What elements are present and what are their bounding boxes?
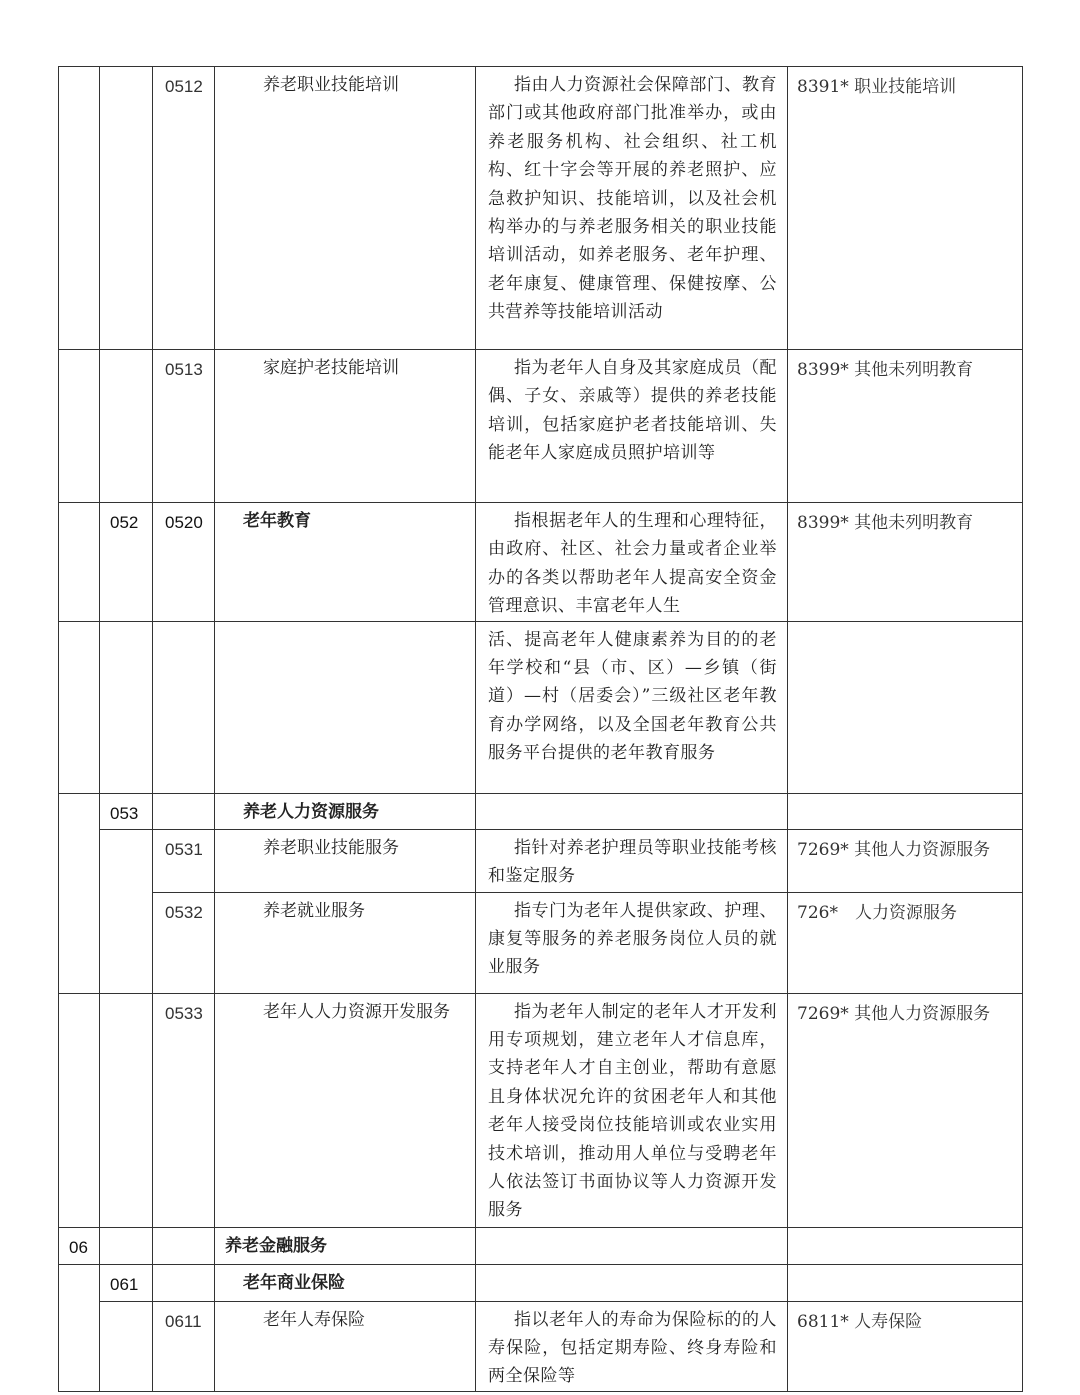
- table-row: [59, 67, 1023, 350]
- category-name-text: 养老就业服务: [263, 900, 365, 921]
- level3-code: 0533: [153, 993, 215, 1227]
- industry-code: 726* 人力资源服务: [788, 892, 1023, 993]
- level3-code: 0531: [153, 829, 215, 892]
- industry-code: [788, 1227, 1023, 1264]
- level2-code: [100, 1227, 153, 1264]
- category-name: [215, 1264, 476, 1301]
- table-row: [59, 621, 1023, 793]
- level2-code: [100, 829, 153, 993]
- category-name: [215, 793, 476, 829]
- level3-code: [153, 621, 215, 793]
- table-row: [59, 993, 1023, 1227]
- category-description: [476, 350, 788, 503]
- description-text: 指为老年人自身及其家庭成员（配偶、子女、亲戚等）提供的养老技能培训，包括家庭护老者技能培训、失能老年人家庭成员照护培训等: [488, 358, 777, 464]
- table-row: [59, 793, 1023, 829]
- category-name: [215, 993, 476, 1227]
- level3-code: [153, 1264, 215, 1301]
- level1-code: [59, 793, 100, 993]
- category-description: [476, 1227, 788, 1264]
- level3-code: 0513: [153, 350, 215, 503]
- level1-code: 06: [59, 1227, 100, 1264]
- category-name: [215, 621, 476, 793]
- level1-code: [59, 621, 100, 793]
- category-description: [476, 892, 788, 993]
- level3-code: 0611: [153, 1301, 215, 1391]
- industry-code: [788, 1264, 1023, 1301]
- description-text: 指针对养老护理员等职业技能考核和鉴定服务: [488, 837, 777, 887]
- table-row: [59, 350, 1023, 503]
- industry-code: 8399* 其他未列明教育: [788, 350, 1023, 503]
- industry-code: [788, 621, 1023, 793]
- level1-code: [59, 67, 100, 350]
- description-text: 指为老年人制定的老年人才开发利用专项规划，建立老年人才信息库，支持老年人才自主创业，帮助有意愿且身体状况允许的贫困老年人和其他老年人接受岗位技能培训或农业实用技术培训，推动用人单位与受聘老年人依法签订书面协议等人力资源开发服务: [488, 1001, 777, 1221]
- description-text: 活、提高老年人健康素养为目的的老年学校和“县（市、区）—乡镇（街道）—村（居委会）”三级社区老年教育办学网络，以及全国老年教育公共服务平台提供的老年教育服务: [488, 629, 777, 764]
- category-name-text: 家庭护老技能培训: [263, 358, 399, 378]
- level2-code: 052: [100, 503, 153, 622]
- table-row: [59, 1264, 1023, 1301]
- description-text: 指专门为老年人提供家政、护理、康复等服务的养老服务岗位人员的就业服务: [488, 900, 777, 978]
- category-description: [476, 829, 788, 892]
- level2-code: [100, 350, 153, 503]
- category-name-text: 养老金融服务: [225, 1235, 327, 1256]
- table-row: [59, 892, 1023, 993]
- industry-code: [788, 793, 1023, 829]
- category-description: [476, 793, 788, 829]
- category-name-text: 养老职业技能服务: [263, 837, 399, 858]
- category-name: [215, 892, 476, 993]
- category-name: [215, 67, 476, 350]
- category-name: [215, 1227, 476, 1264]
- category-description: [476, 1264, 788, 1301]
- description-text: 指以老年人的寿命为保险标的的人寿保险，包括定期寿险、终身寿险和两全保险等: [488, 1309, 777, 1387]
- category-description: [476, 621, 788, 793]
- level2-code: 053: [100, 793, 153, 829]
- level1-code: [59, 350, 100, 503]
- category-name-text: 养老职业技能培训: [263, 75, 399, 95]
- industry-code: 8399* 其他未列明教育: [788, 503, 1023, 622]
- category-name: [215, 1301, 476, 1391]
- category-name-text: 老年人人力资源开发服务: [263, 1001, 450, 1022]
- table-row: [59, 829, 1023, 892]
- level1-code: [59, 993, 100, 1227]
- classification-table: [58, 66, 1023, 1392]
- category-description: [476, 67, 788, 350]
- table-row: [59, 503, 1023, 622]
- category-description: [476, 503, 788, 622]
- description-text: 指根据老年人的生理和心理特征，由政府、社区、社会力量或者企业举办的各类以帮助老年人提高安全资金管理意识、丰富老年人生: [488, 511, 777, 617]
- level2-code: [100, 67, 153, 350]
- category-name-text: 养老人力资源服务: [243, 801, 379, 822]
- category-name-text: 老年商业保险: [243, 1272, 345, 1293]
- level3-code: [153, 1227, 215, 1264]
- level3-code: 0520: [153, 503, 215, 622]
- category-name: [215, 829, 476, 892]
- category-name-text: 老年教育: [243, 511, 311, 531]
- level2-code: [100, 1301, 153, 1391]
- category-description: [476, 993, 788, 1227]
- table-row: [59, 1227, 1023, 1264]
- category-name: [215, 350, 476, 503]
- level3-code: 0532: [153, 892, 215, 993]
- level1-code: [59, 503, 100, 622]
- category-name: [215, 503, 476, 622]
- industry-code: 8391* 职业技能培训: [788, 67, 1023, 350]
- level2-code: [100, 993, 153, 1227]
- level2-code: [100, 621, 153, 793]
- level3-code: 0512: [153, 67, 215, 350]
- industry-code: 7269* 其他人力资源服务: [788, 829, 1023, 892]
- level3-code: [153, 793, 215, 829]
- category-name-text: 老年人寿保险: [263, 1309, 365, 1330]
- table-row: [59, 1301, 1023, 1391]
- level1-code: [59, 1264, 100, 1391]
- category-description: [476, 1301, 788, 1391]
- industry-code: 7269* 其他人力资源服务: [788, 993, 1023, 1227]
- description-text: 指由人力资源社会保障部门、教育部门或其他政府部门批准举办，或由养老服务机构、社会组织、社工机构、红十字会等开展的养老照护、应急救护知识、技能培训，以及社会机构举办的与养老服务相关的职业技能培训活动，如养老服务、老年护理、老年康复、健康管理、保健按摩、公共营养等技能培训活动: [488, 75, 777, 323]
- level2-code: 061: [100, 1264, 153, 1301]
- industry-code: 6811* 人寿保险: [788, 1301, 1023, 1391]
